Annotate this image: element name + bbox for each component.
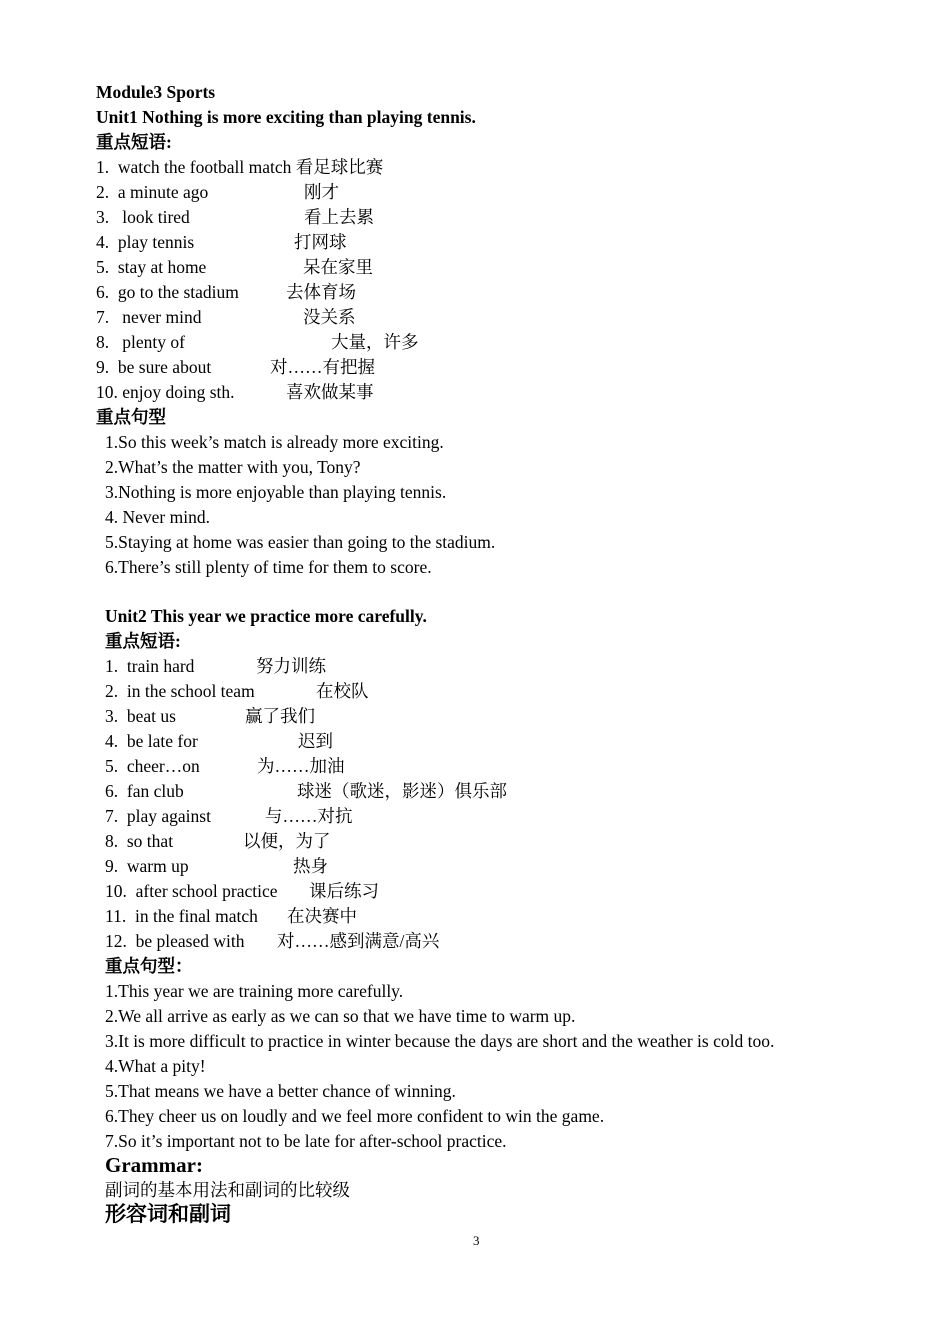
phrase-row: 9. be sure about 对……有把握 [96,357,375,377]
sentence: 6.They cheer us on loudly and we feel more confident to win the game. [105,1106,605,1126]
unit2-phrases-heading: 重点短语: [105,631,181,651]
sentence: 5.Staying at home was easier than going to the stadium. [105,532,496,552]
module-title: Module3 Sports [96,82,216,102]
grammar-heading: Grammar: [105,1153,203,1177]
phrase-row: 4. play tennis 打网球 [96,232,347,252]
section-title: 形容词和副词 [105,1202,231,1226]
sentence: 4. Never mind. [105,507,210,527]
phrase-row: 1. watch the football match 看足球比赛 [96,157,384,177]
phrase-row: 8. so that 以便，为了 [105,831,331,851]
unit1-sentences-heading: 重点句型 [96,407,166,427]
phrase-row: 9. warm up 热身 [105,856,328,876]
sentence: 5.That means we have a better chance of winning. [105,1081,456,1101]
phrase-row: 12. be pleased with 对……感到满意/高兴 [105,931,440,951]
phrase-row: 7. never mind 没关系 [96,307,356,327]
phrase-row: 3. beat us 赢了我们 [105,706,315,726]
page-number: 3 [473,1233,480,1248]
sentence: 7.So it’s important not to be late for after-school practice. [105,1131,507,1151]
phrase-row: 10. enjoy doing sth. 喜欢做某事 [96,382,374,402]
phrase-row: 5. cheer…on 为……加油 [105,756,345,776]
grammar-subtitle: 副词的基本用法和副词的比较级 [105,1180,350,1200]
unit1-phrases-heading: 重点短语: [96,132,172,152]
sentence: 3.Nothing is more enjoyable than playing tennis. [105,482,447,502]
phrase-row: 7. play against 与……对抗 [105,806,353,826]
sentence: 3.It is more difficult to practice in winter because the days are short and the weather is cold too. [105,1031,775,1051]
sentence: 2.What’s the matter with you, Tony? [105,457,361,477]
sentence: 6.There’s still plenty of time for them to score. [105,557,432,577]
phrase-row: 11. in the final match 在决赛中 [105,906,357,926]
phrase-row: 2. a minute ago 刚才 [96,182,339,202]
sentence: 1.So this week’s match is already more exciting. [105,432,444,452]
unit1-title: Unit1 Nothing is more exciting than playing tennis. [96,107,476,127]
sentence: 2.We all arrive as early as we can so that we have time to warm up. [105,1006,576,1026]
phrase-row: 3. look tired 看上去累 [96,207,374,227]
phrase-row: 4. be late for 迟到 [105,731,333,751]
phrase-row: 8. plenty of 大量，许多 [96,332,419,352]
unit2-sentences-heading: 重点句型： [105,956,193,976]
sentence: 1.This year we are training more carefully. [105,981,404,1001]
phrase-row: 5. stay at home 呆在家里 [96,257,373,277]
phrase-row: 6. fan club 球迷（歌迷，影迷）俱乐部 [105,781,507,801]
unit2-title: Unit2 This year we practice more carefully. [105,606,427,626]
phrase-row: 6. go to the stadium 去体育场 [96,282,356,302]
sentence: 4.What a pity! [105,1056,206,1076]
phrase-row: 2. in the school team 在校队 [105,681,369,701]
phrase-row: 10. after school practice 课后练习 [105,881,379,901]
phrase-row: 1. train hard 努力训练 [105,656,326,676]
